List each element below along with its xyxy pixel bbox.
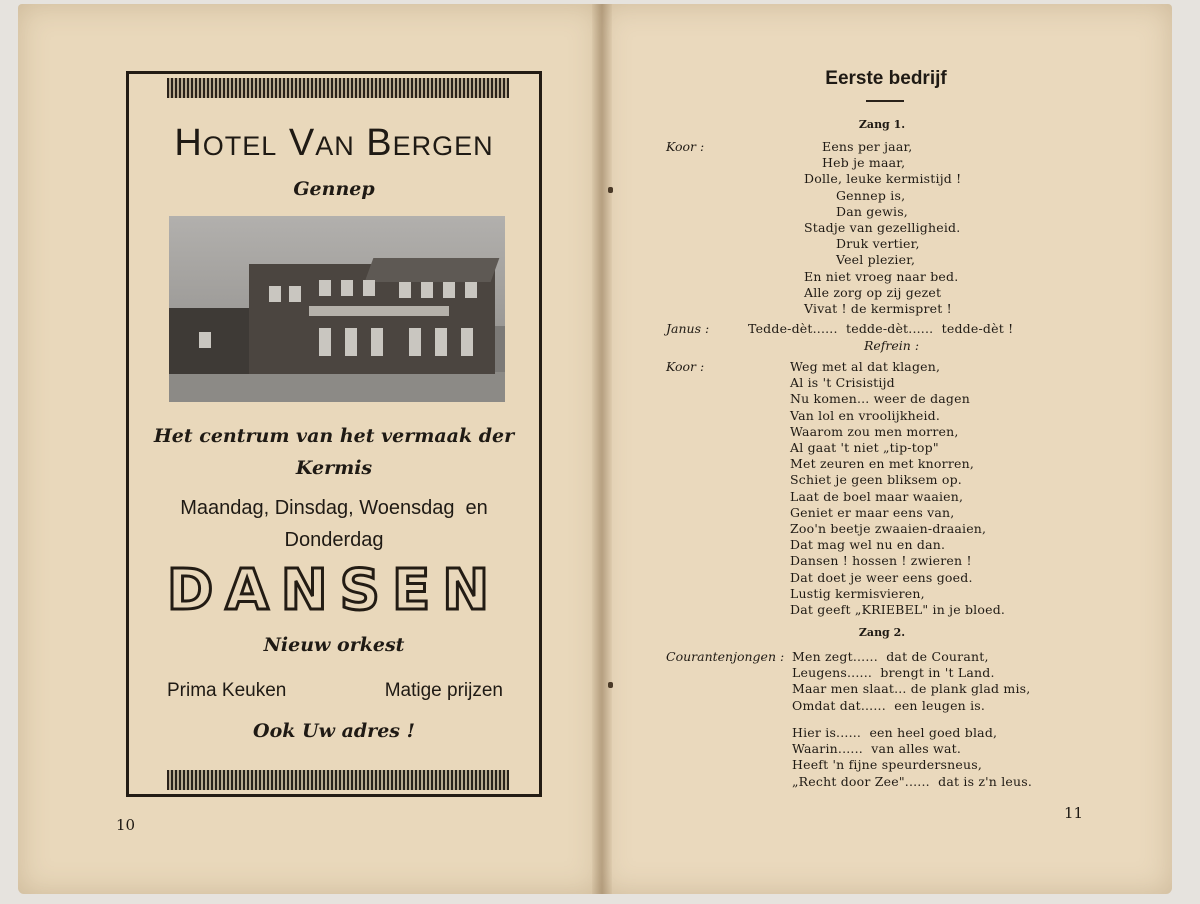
- prima-keuken: Prima Keuken: [167, 680, 287, 701]
- staple-top: [608, 187, 613, 193]
- page-number-left: 10: [116, 816, 136, 834]
- speaker-koor: Koor :: [666, 139, 705, 154]
- koor-line-5: Dan gewis,: [836, 203, 908, 219]
- refrein-line-2: Al is 't Crisistijd: [790, 375, 895, 391]
- dansen-headline: DANSEN: [166, 558, 502, 623]
- refrein-line-15: Lustig kermisvieren,: [790, 585, 925, 601]
- hotel-building-photo: [169, 216, 505, 402]
- refrein-line-8: Schiet je geen bliksem op.: [790, 472, 962, 488]
- koor-line-11: Vivat ! de kermispret !: [804, 301, 952, 316]
- refrein-line-4: Van lol en vroolijkheid.: [790, 407, 941, 423]
- refrein-line-6: Al gaat 't niet „tip-top": [790, 440, 939, 455]
- refrein-line-12: Dat mag wel nu en dan.: [790, 537, 946, 553]
- orkest-text: Nieuw orkest: [263, 634, 405, 656]
- koor-line-4: Gennep is,: [836, 187, 906, 203]
- zang2-stanza1-line-3: Maar men slaat... de plank glad mis,: [792, 681, 1031, 697]
- refrein-line-13: Dansen ! hossen ! zwieren !: [790, 553, 972, 569]
- decorative-stripe-top: [167, 78, 509, 98]
- zang2-heading: Zang 2.: [858, 626, 906, 639]
- hotel-city: Gennep: [293, 178, 375, 200]
- dance-days: [129, 492, 539, 556]
- matige-prijzen: Matige prijzen: [384, 680, 503, 701]
- speaker-janus: Janus :: [666, 321, 710, 336]
- koor-line-8: Veel plezier,: [836, 252, 916, 268]
- zang2-stanza2-line-4: „Recht door Zee"...... dat is z'n leus.: [792, 773, 1033, 789]
- left-page: [18, 4, 600, 894]
- hotel-name: Hotel Van Bergen: [174, 122, 494, 164]
- koor-line-2: Heb je maar,: [822, 155, 906, 171]
- zang2-stanza1-line-4: Omdat dat...... een leugen is.: [792, 697, 986, 713]
- refrein-line-16: Dat geeft „KRIEBEL" in je bloed.: [790, 602, 1006, 617]
- days-line-1: Maandag, Dinsdag, Woensdag en: [180, 497, 488, 519]
- speaker-koor-refrein: Koor :: [666, 359, 705, 374]
- koor-line-3: Dolle, leuke kermistijd !: [804, 171, 962, 187]
- refrein-line-10: Geniet er maar eens van,: [790, 504, 955, 520]
- decorative-stripe-bottom: [167, 770, 509, 790]
- koor-line-1: Eens per jaar,: [822, 139, 913, 154]
- refrein-line-5: Waarom zou men morren,: [790, 423, 959, 439]
- zang2-stanza2-line-3: Heeft 'n fijne speurdersneus,: [792, 757, 983, 773]
- zang2-stanza2-line-1: Hier is...... een heel goed blad,: [792, 725, 998, 740]
- zang1-heading: Zang 1.: [858, 118, 906, 131]
- refrein-line-9: Laat de boel maar waaien,: [790, 488, 964, 504]
- slogan-line-2: Kermis: [295, 457, 373, 479]
- adres-text: Ook Uw adres !: [253, 720, 415, 742]
- koor-line-10: Alle zorg op zij gezet: [804, 284, 942, 300]
- slogan-line-1: Het centrum van het vermaak der: [153, 425, 515, 447]
- koor-line-6: Stadje van gezelligheid.: [804, 220, 961, 235]
- zang2-stanza1-line-2: Leugens...... brengt in 't Land.: [792, 665, 995, 681]
- koor-line-9: En niet vroeg naar bed.: [804, 268, 959, 284]
- title-divider: [866, 100, 904, 102]
- right-page: [600, 4, 1172, 894]
- slogan: [129, 420, 539, 484]
- staple-bottom: [608, 682, 613, 688]
- book-gutter: [592, 4, 612, 894]
- page-number-right: 11: [1064, 804, 1084, 822]
- refrein-label: Refrein :: [864, 338, 920, 353]
- refrein-line-1: Weg met al dat klagen,: [790, 359, 941, 374]
- zang2-stanza2-line-2: Waarin...... van alles wat.: [792, 741, 961, 757]
- refrein-line-14: Dat doet je weer eens goed.: [790, 569, 973, 585]
- refrein-line-7: Met zeuren en met knorren,: [790, 456, 975, 472]
- booklet-spread: [14, 4, 1174, 894]
- janus-line: Tedde-dèt...... tedde-dèt...... tedde-dèt !: [748, 321, 1014, 336]
- speaker-courantenjongen: Courantenjongen :: [666, 649, 785, 664]
- days-line-2: Donderdag: [284, 529, 384, 551]
- act-title: Eerste bedrijf: [825, 68, 947, 89]
- hotel-advertisement: [126, 71, 542, 797]
- zang2-stanza1-line-1: Men zegt...... dat de Courant,: [792, 649, 989, 664]
- refrein-line-3: Nu komen... weer de dagen: [790, 391, 970, 407]
- refrein-line-11: Zoo'n beetje zwaaien-draaien,: [790, 521, 987, 536]
- koor-line-7: Druk vertier,: [836, 236, 920, 252]
